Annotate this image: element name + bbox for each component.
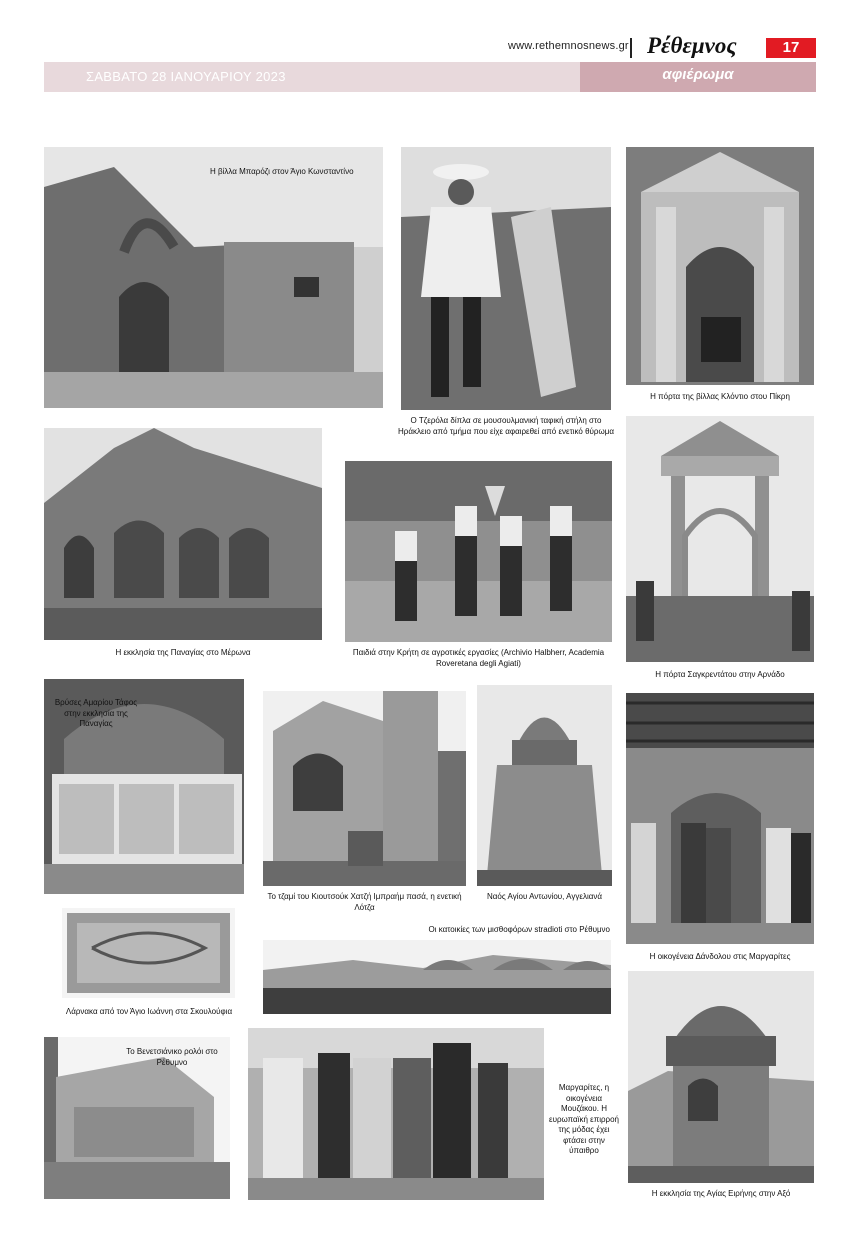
photo-panagia-merona — [44, 428, 322, 640]
caption-gerola-stele: Ο Τζερόλα δίπλα σε μουσουλμανική ταφική στήλη στο Ηράκλειο από τμήμα που είχε αφαιρεθεί από ενετικό θύρωμα — [398, 416, 614, 436]
photo-children-farm-work — [345, 461, 612, 642]
photo-ibrahim-mosque — [263, 691, 466, 886]
caption-dandolo-family: Η οικογένεια Δάνδολου στις Μαργαρίτες — [649, 952, 791, 961]
caption-stradioti-houses: Οι κατοικίες των μισθοφόρων stradioti στο Ρέθυμνο — [428, 925, 610, 934]
caption-villa-barozzi: Η βίλλα Μπαρόζι στον Άγιο Κωνσταντίνο — [210, 167, 354, 176]
photo-gerola-stele — [401, 147, 611, 410]
caption-ibrahim-mosque: Το τζαμί του Κιουτσούκ Χατζή Ιμπραήμ πασά, η ενετική Λότζα — [267, 892, 462, 912]
caption-agios-antonios: Ναός Αγίου Αντωνίου, Αγγελιανά — [487, 892, 602, 901]
photo-dandolo-family — [626, 693, 814, 944]
caption-villa-clodio-door: Η πόρτα της βίλλας Κλόντιο στου Πίκρη — [650, 392, 790, 401]
photo-agios-antonios — [477, 685, 612, 886]
header-divider — [630, 38, 632, 58]
website-url: www.rethemnosnews.gr — [508, 40, 629, 52]
photo-stradioti-houses — [263, 940, 611, 1014]
photo-villa-barozzi — [44, 147, 383, 408]
caption-sagredo-door: Η πόρτα Σαγκρεντάτου στην Αρνάδο — [655, 670, 785, 679]
caption-venetian-clock: Το Βενετσιάνικο ρολόι στο Ρέθυμνο — [126, 1047, 218, 1067]
photo-agia-eirini-axos — [628, 971, 814, 1183]
caption-children-farm-work: Παιδιά στην Κρήτη σε αγροτικές εργασίες (Archivio Halbherr, Academia Roveretana degli Agiati) — [352, 648, 605, 668]
page-number-badge: 17 — [766, 38, 816, 58]
section-title: αφιέρωμα — [662, 66, 734, 83]
caption-amariou-tomb: Βρύσες Αμαρίου Τάφος στην εκκλησία της Παναγίας — [54, 698, 138, 728]
caption-agia-eirini-axos: Η εκκλησία της Αγίας Ειρήνης στην Αξό — [651, 1189, 791, 1198]
photo-larnaka-skouloufia — [62, 908, 235, 998]
caption-panagia-merona: Η εκκλησία της Παναγίας στο Μέρωνα — [115, 648, 251, 657]
photo-sagredo-door — [626, 416, 814, 662]
issue-date: ΣΑΒΒΑΤΟ 28 ΙΑΝΟΥΑΡΙΟΥ 2023 — [86, 69, 286, 84]
photo-villa-clodio-door — [626, 147, 814, 385]
caption-mouzakou-family: Μαργαρίτες, η οικογένεια Μουζάκου. Η ευρωπαϊκή επιρροή της μόδας έχει φτάσει στην ύπαιθρο — [549, 1083, 619, 1155]
photo-mouzakou-family — [248, 1028, 544, 1200]
newspaper-logo: Ρέθεμνος — [647, 33, 737, 58]
caption-larnaka-skouloufia: Λάρνακα από τον Άγιο Ιωάννη στα Σκουλούφια — [65, 1007, 233, 1016]
